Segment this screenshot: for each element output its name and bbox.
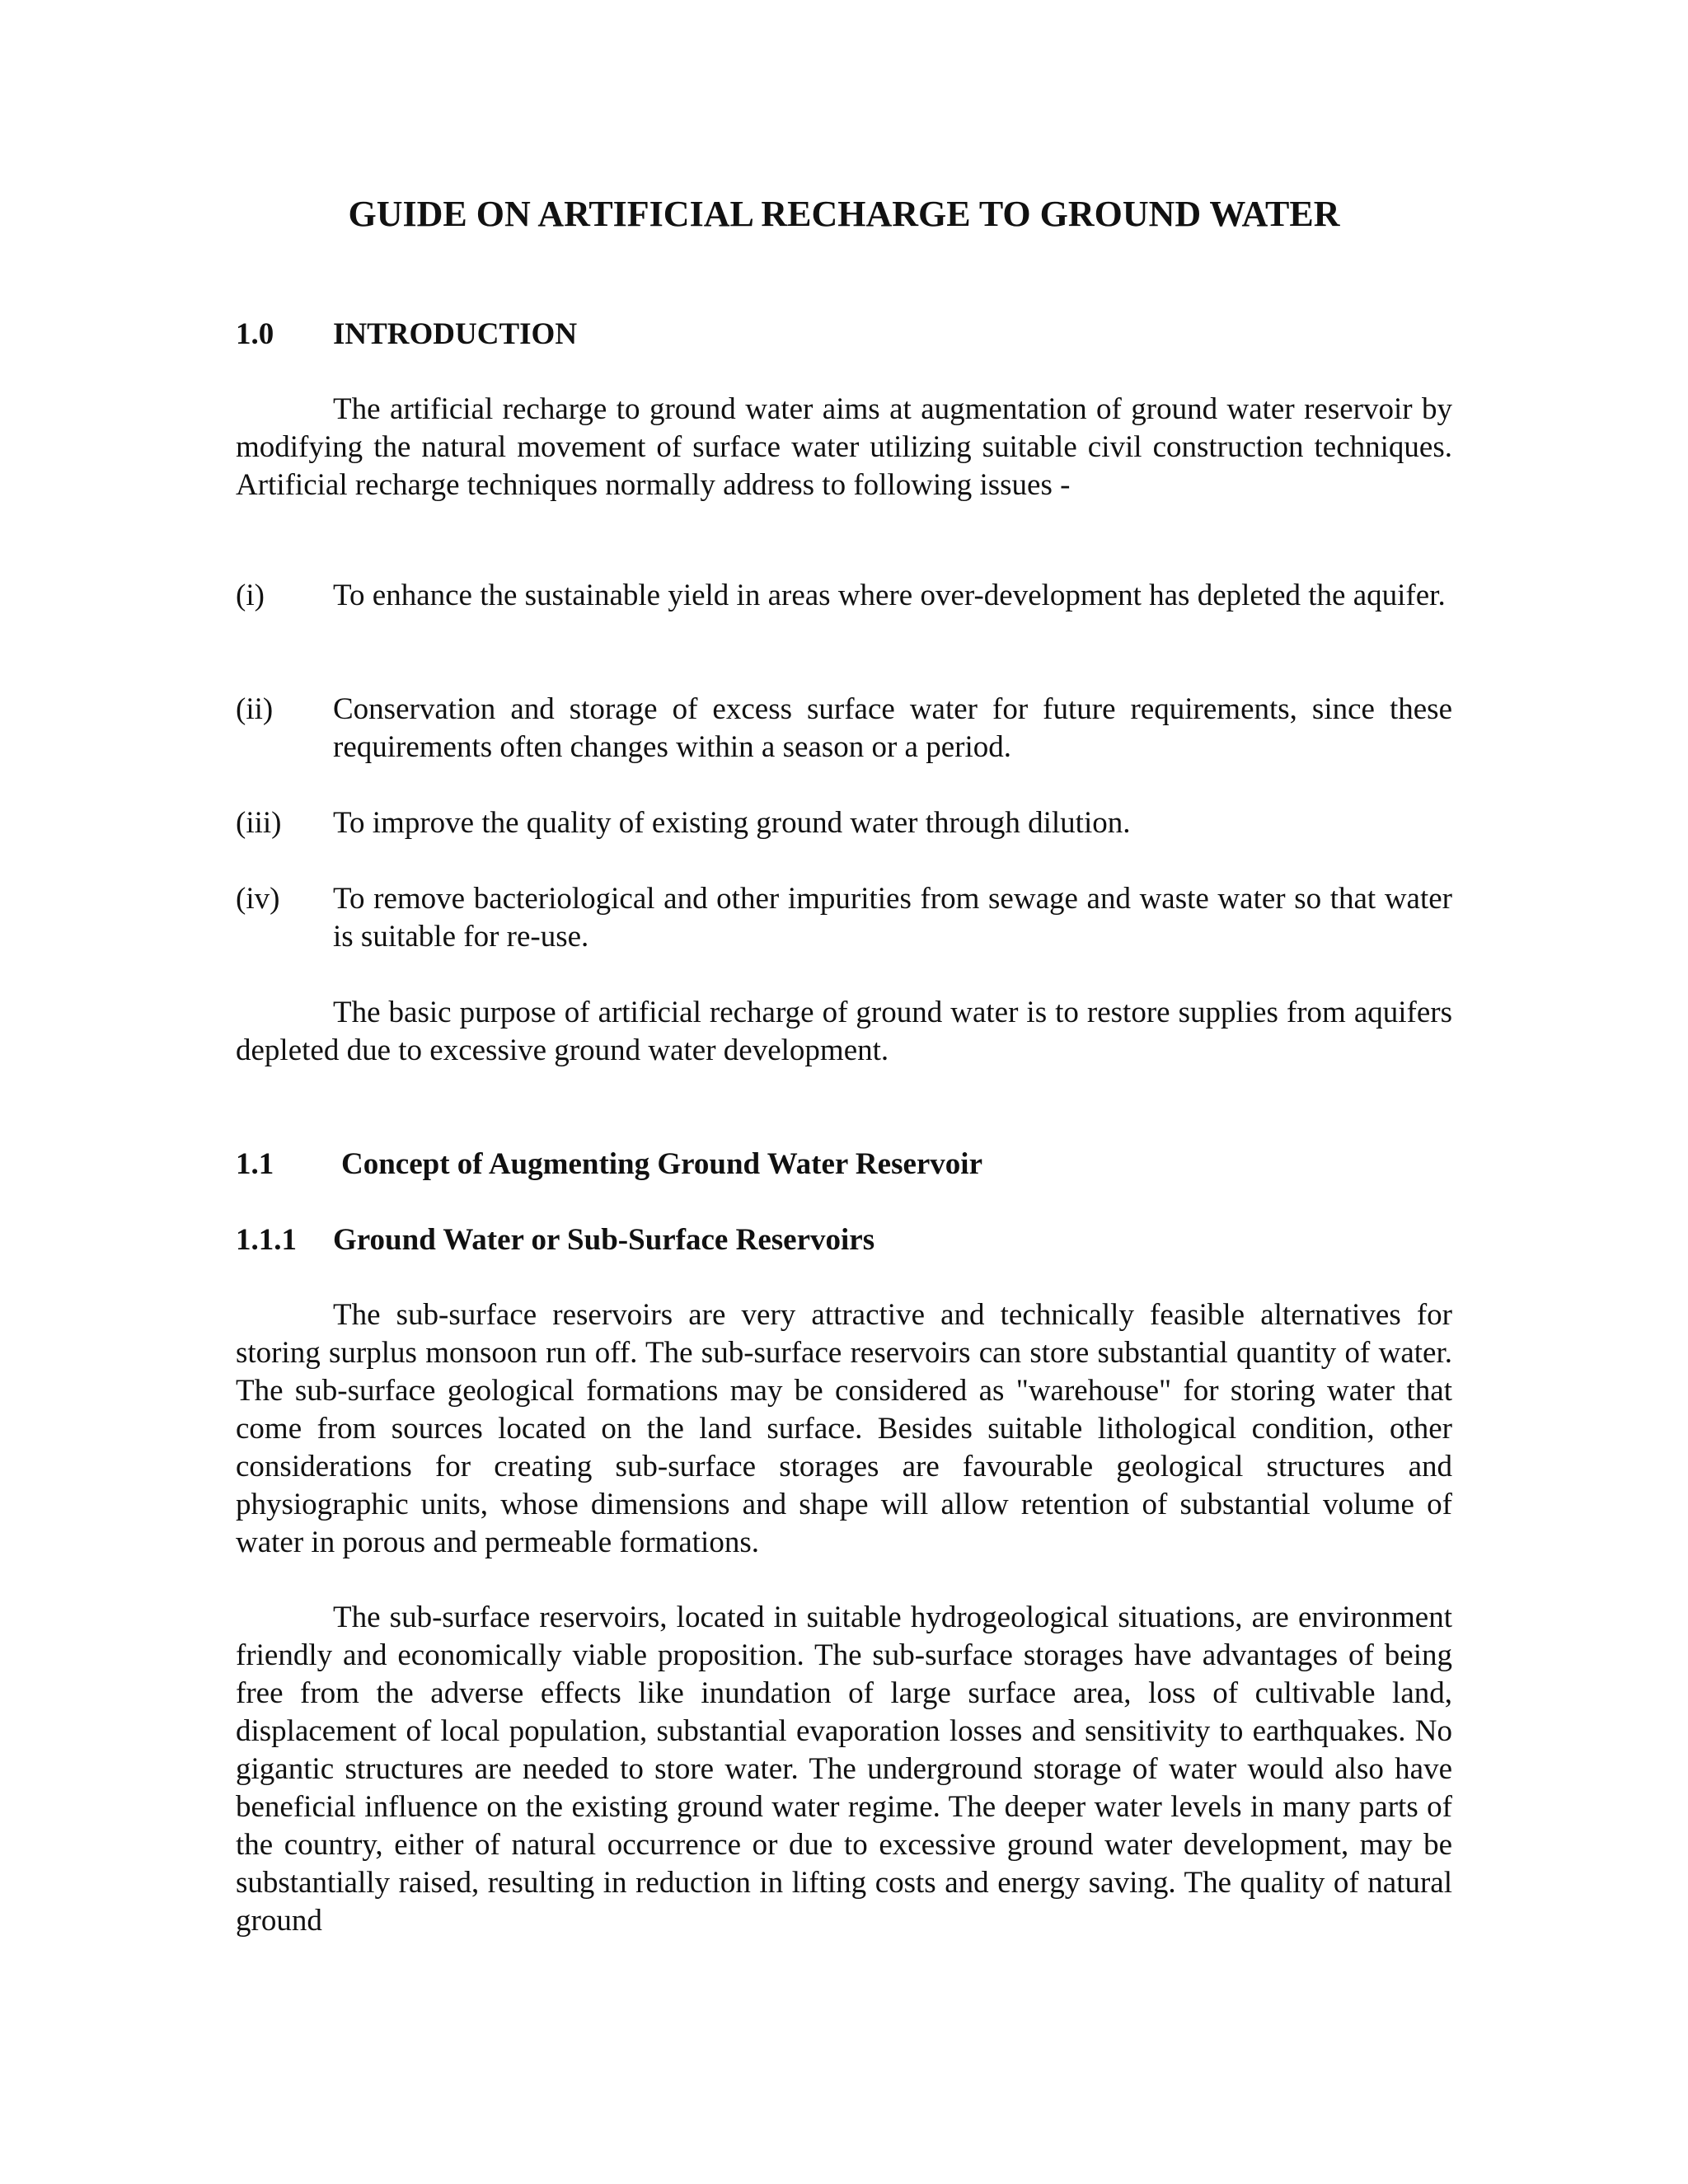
list-item (236, 880, 1452, 956)
section-number: 1.1 (236, 1147, 274, 1181)
intro-paragraph-2: The basic purpose of artificial recharge of ground water is to restore supplies from aquifers depleted due to excessive ground water development. (236, 996, 1452, 1067)
list-item (236, 691, 1452, 766)
document-title: GUIDE ON ARTIFICIAL RECHARGE TO GROUND WATER (348, 194, 1340, 234)
subsurface-paragraph-1: The sub-surface reservoirs are very attractive and technically feasible alternatives for storing surplus monsoon run off. The sub-surface reservoirs can store substantial quantity of water. The sub-surface geological formations may be considered as "warehouse" for storing water that come from sources located on the land surface. Besides suitable lithological condition, other considerations for creating sub-surface storages are favourable geological structures and physiographic units, whose dimensions and shape will allow retention of substantial volume of water in porous and permeable formations. (236, 1298, 1452, 1559)
list-item (236, 804, 1452, 842)
list-item-text: To enhance the sustainable yield in areas where over-development has depleted the aquifer. (333, 579, 1446, 612)
subsurface-paragraph-2: The sub-surface reservoirs, located in suitable hydrogeological situations, are environment friendly and economically viable proposition. The sub-surface storages have advantages of being free from the adverse effects like inundation of large surface area, loss of cultivable land, displacement of local population, substantial evaporation losses and sensitivity to earthquakes. No gigantic structures are needed to store water. The underground storage of water would also have beneficial influence on the existing ground water regime. The deeper water levels in many parts of the country, either of natural occurrence or due to excessive ground water development, may be substantially raised, resulting in reduction in lifting costs and energy saving. The quality of natural ground (236, 1601, 1452, 1938)
list-marker: (ii) (236, 692, 274, 726)
section-number: 1.0 (236, 317, 274, 351)
section-title: INTRODUCTION (333, 317, 578, 351)
section-title: Concept of Augmenting Ground Water Reservoir (341, 1147, 983, 1181)
list-item-text: To remove bacteriological and other impurities from sewage and waste water so that water is suitable for re-use. (333, 882, 1452, 954)
section-number: 1.1.1 (236, 1223, 297, 1257)
list-marker: (iv) (236, 882, 280, 916)
list-marker: (i) (236, 579, 265, 612)
intro-paragraph-1: The artificial recharge to ground water aims at augmentation of ground water reservoir by modifying the natural movement of surface water utilizing suitable civil construction techniques. Artificial recharge techniques normally address to following issues - (236, 392, 1452, 502)
list-item (236, 577, 1452, 615)
list-marker: (iii) (236, 806, 282, 840)
list-item-text: To improve the quality of existing ground water through dilution. (333, 806, 1131, 840)
section-title: Ground Water or Sub-Surface Reservoirs (333, 1223, 875, 1257)
list-item-text: Conservation and storage of excess surface water for future requirements, since these requirements often changes within a season or a period. (333, 692, 1452, 764)
